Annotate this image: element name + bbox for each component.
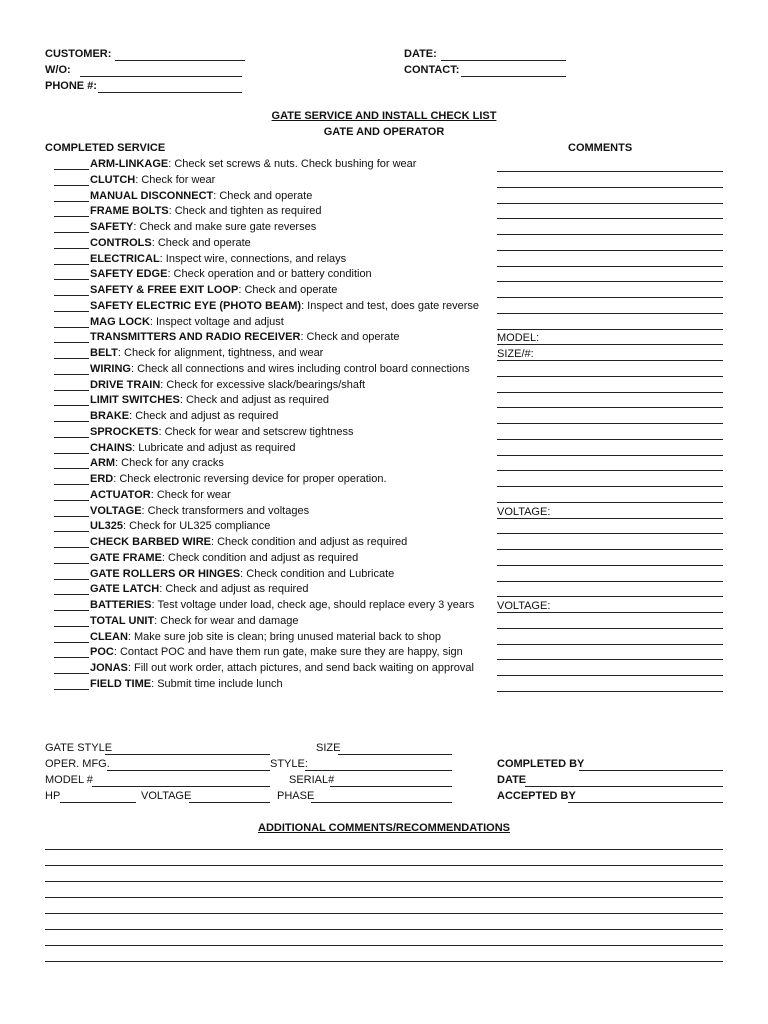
comment-line[interactable]	[497, 659, 723, 660]
item-name: ARM	[90, 457, 116, 470]
checklist-item	[54, 205, 322, 219]
comment-field-label: SIZE/#:	[497, 348, 534, 360]
item-name: BELT	[90, 347, 118, 359]
serial-field[interactable]	[330, 786, 452, 787]
checkbox-blank[interactable]	[54, 269, 89, 280]
checklist-item	[54, 331, 400, 345]
comment-line[interactable]	[497, 470, 723, 471]
customer-field[interactable]	[115, 60, 245, 61]
checkbox-blank[interactable]	[54, 584, 89, 595]
item-description: : Check all connections and wires including control board connections	[130, 362, 470, 375]
item-name: GATE FRAME	[90, 551, 162, 564]
comment-line[interactable]	[497, 439, 723, 440]
comment-line[interactable]	[497, 250, 723, 251]
comment-line[interactable]	[497, 533, 723, 534]
item-description: : Inspect voltage and adjust	[149, 315, 284, 328]
checkbox-blank[interactable]	[54, 553, 89, 564]
checklist-item	[54, 347, 323, 361]
checkbox-blank[interactable]	[54, 474, 89, 485]
style-label: STYLE:	[270, 758, 308, 770]
comment-field-label: VOLTAGE:	[497, 600, 551, 612]
item-description: : Check for alignment, tightness, and wear	[117, 347, 324, 359]
model-label: MODEL #	[45, 774, 93, 786]
item-name: LIMIT SWITCHES	[90, 394, 180, 407]
checkbox-blank[interactable]	[54, 506, 89, 517]
footer-date-field[interactable]	[525, 786, 723, 787]
checkbox-blank[interactable]	[54, 285, 89, 296]
accepted-by-field[interactable]	[568, 802, 723, 803]
item-name: CLEAN	[90, 630, 128, 643]
checkbox-blank[interactable]	[54, 537, 89, 548]
checklist-item	[54, 158, 416, 172]
comment-line[interactable]	[497, 203, 723, 204]
item-name: ERD	[90, 473, 114, 485]
item-description: : Check for wear and damage	[154, 614, 299, 627]
item-name: TRANSMITTERS AND RADIO RECEIVER	[90, 331, 301, 344]
customer-label: CUSTOMER:	[45, 48, 112, 60]
checklist-item	[54, 410, 278, 424]
item-description: : Check for any cracks	[115, 457, 224, 470]
comment-line[interactable]	[497, 596, 723, 597]
serial-label: SERIAL#	[289, 774, 335, 786]
item-name: VOLTAGE	[90, 504, 142, 517]
comment-line[interactable]	[497, 691, 723, 692]
item-name: TOTAL UNIT	[90, 614, 155, 627]
comment-line[interactable]	[497, 392, 723, 393]
phase-label: PHASE	[277, 790, 315, 802]
checklist-item	[54, 457, 224, 471]
item-name: GATE ROLLERS OR HINGES	[90, 567, 241, 580]
item-name: CHECK BARBED WIRE	[90, 536, 211, 548]
comment-line[interactable]	[497, 187, 723, 188]
checkbox-blank[interactable]	[54, 159, 89, 170]
checklist-item	[54, 583, 308, 597]
checkbox-blank[interactable]	[54, 348, 89, 359]
checklist-item	[54, 237, 251, 251]
comment-line[interactable]	[497, 423, 723, 424]
checklist-item	[54, 253, 346, 267]
wo-label: W/O:	[45, 64, 71, 76]
comment-line[interactable]	[497, 171, 723, 172]
comment-line[interactable]	[497, 612, 723, 613]
accepted-by-label: ACCEPTED BY	[497, 790, 576, 802]
checklist-item	[54, 363, 470, 377]
checklist-item	[54, 379, 365, 393]
item-name: SAFETY & FREE EXIT LOOP	[90, 284, 239, 296]
checkbox-blank[interactable]	[54, 443, 89, 454]
checkbox-blank[interactable]	[54, 301, 89, 312]
additional-comments-title: ADDITIONAL COMMENTS/RECOMMENDATIONS	[258, 822, 510, 834]
item-description: : Submit time include lunch	[151, 677, 283, 690]
checkbox-blank[interactable]	[54, 632, 89, 643]
checklist-item	[54, 505, 309, 519]
comment-line[interactable]	[497, 329, 723, 330]
item-description: : Make sure job site is clean; bring unused material back to shop	[127, 630, 441, 643]
item-description: : Check electronic reversing device for proper operation.	[113, 473, 387, 485]
checklist-item	[54, 662, 474, 676]
comment-line[interactable]	[497, 549, 723, 550]
checkbox-blank[interactable]	[54, 191, 89, 202]
additional-comment-line[interactable]	[45, 849, 723, 850]
checkbox-blank[interactable]	[54, 206, 89, 217]
item-name: BATTERIES	[90, 599, 152, 611]
comment-field-label: MODEL:	[497, 332, 540, 345]
checklist-item	[54, 536, 407, 550]
additional-comment-line[interactable]	[45, 881, 723, 882]
checkbox-blank[interactable]	[54, 317, 89, 328]
checkbox-blank[interactable]	[54, 663, 89, 674]
item-description: : Contact POC and have them run gate, make sure they are happy, sign	[113, 646, 463, 659]
page-title: GATE SERVICE AND INSTALL CHECK LIST	[271, 110, 497, 122]
item-description: : Check and adjust as required	[159, 583, 309, 596]
checkbox-blank[interactable]	[54, 222, 89, 233]
date-field[interactable]	[441, 60, 566, 61]
item-description: : Check and adjust as required	[129, 410, 279, 422]
completed-by-label: COMPLETED BY	[497, 758, 585, 770]
comment-line[interactable]	[497, 581, 723, 582]
checkbox-blank[interactable]	[54, 395, 89, 406]
style-field[interactable]	[305, 770, 452, 771]
item-description: : Test voltage under load, check age, should replace every 3 years	[151, 599, 475, 611]
checkbox-blank[interactable]	[54, 458, 89, 469]
item-description: : Check and adjust as required	[179, 394, 330, 407]
phone-field[interactable]	[98, 92, 242, 93]
checklist-item	[54, 268, 372, 282]
oper-mfg-field[interactable]	[107, 770, 270, 771]
comment-line[interactable]	[497, 281, 723, 282]
checklist-item	[54, 615, 298, 629]
item-name: SAFETY ELECTRIC EYE (PHOTO BEAM)	[90, 299, 302, 312]
comment-line[interactable]	[497, 486, 723, 487]
checkbox-blank[interactable]	[54, 521, 89, 532]
contact-label: CONTACT:	[404, 64, 460, 76]
item-name: WIRING	[90, 362, 131, 375]
comment-line[interactable]	[497, 234, 723, 235]
comment-line[interactable]	[497, 360, 723, 361]
item-description: : Check and tighten as required	[168, 205, 322, 218]
checkbox-blank[interactable]	[54, 569, 89, 580]
gate-style-label: GATE STYLE	[45, 742, 113, 754]
checkbox-blank[interactable]	[54, 679, 89, 690]
item-name: FIELD TIME	[90, 677, 152, 690]
checklist-item	[54, 300, 479, 314]
size-field[interactable]	[338, 754, 452, 755]
comment-line[interactable]	[497, 518, 723, 519]
hp-field[interactable]	[60, 802, 136, 803]
checkbox-blank[interactable]	[54, 175, 89, 186]
checkbox-blank[interactable]	[54, 238, 89, 249]
additional-comment-line[interactable]	[45, 961, 723, 962]
item-description: : Check for wear	[135, 173, 216, 186]
item-name: CONTROLS	[90, 236, 152, 249]
item-description: : Inspect wire, connections, and relays	[159, 252, 347, 265]
checklist-item	[54, 316, 284, 330]
comment-line[interactable]	[497, 628, 723, 629]
item-name: MANUAL DISCONNECT	[90, 189, 214, 202]
voltage-field[interactable]	[189, 802, 270, 803]
checkbox-blank[interactable]	[54, 364, 89, 375]
item-name: DRIVE TRAIN	[90, 378, 161, 391]
item-name: ACTUATOR	[90, 488, 151, 501]
checklist-item	[54, 174, 215, 188]
comment-line[interactable]	[497, 266, 723, 267]
checkbox-blank[interactable]	[54, 490, 89, 501]
item-name: BRAKE	[90, 410, 130, 422]
item-description: : Check for excessive slack/bearings/shaft	[160, 378, 366, 391]
contact-field[interactable]	[461, 76, 566, 77]
item-description: : Lubricate and adjust as required	[132, 441, 296, 454]
oper-mfg-label: OPER. MFG.	[45, 758, 110, 770]
model-field[interactable]	[92, 786, 270, 787]
additional-comment-line[interactable]	[45, 929, 723, 930]
item-description: : Inspect and test, does gate reverse	[301, 299, 480, 312]
comment-line[interactable]	[497, 218, 723, 219]
item-name: CLUTCH	[90, 173, 136, 186]
checkbox-blank[interactable]	[54, 380, 89, 391]
checklist-item	[54, 221, 316, 235]
additional-comment-line[interactable]	[45, 945, 723, 946]
item-description: : Check and operate	[151, 236, 251, 249]
checklist-item	[54, 568, 394, 582]
checklist-item	[54, 489, 231, 503]
phase-field[interactable]	[311, 802, 452, 803]
item-description: : Check for wear	[150, 488, 231, 501]
item-description: : Check for UL325 compliance	[123, 520, 271, 533]
item-name: SAFETY EDGE	[90, 268, 168, 281]
item-description: : Check operation and or battery condition	[167, 268, 372, 281]
item-name: UL325	[90, 520, 124, 533]
item-name: JONAS	[90, 662, 128, 674]
comment-line[interactable]	[497, 644, 723, 645]
date-label: DATE:	[404, 48, 437, 60]
completed-by-field[interactable]	[579, 770, 723, 771]
gate-style-field[interactable]	[105, 754, 270, 755]
item-name: CHAINS	[90, 441, 133, 454]
checkbox-blank[interactable]	[54, 254, 89, 265]
footer-date-label: DATE	[497, 774, 527, 786]
voltage-label: VOLTAGE	[141, 790, 192, 802]
size-label: SIZE	[316, 742, 341, 754]
checkbox-blank[interactable]	[54, 427, 89, 438]
checklist-item	[54, 646, 463, 660]
item-description: : Check condition and Lubricate	[240, 567, 395, 580]
comment-line[interactable]	[497, 407, 723, 408]
comment-line[interactable]	[497, 376, 723, 377]
checklist-item	[54, 520, 270, 534]
item-description: : Check and operate	[238, 284, 338, 296]
checklist-item	[54, 552, 358, 566]
item-description: : Check and operate	[213, 189, 313, 202]
completed-service-label: COMPLETED SERVICE	[45, 142, 166, 154]
item-description: : Fill out work order, attach pictures, and send back waiting on approval	[127, 662, 474, 674]
comment-line[interactable]	[497, 297, 723, 298]
checklist-item	[54, 394, 329, 408]
comment-line[interactable]	[497, 344, 723, 345]
additional-comment-line[interactable]	[45, 897, 723, 898]
checklist-item	[54, 599, 474, 613]
wo-field[interactable]	[80, 76, 242, 77]
checklist-item	[54, 442, 295, 456]
item-description: : Check set screws & nuts. Check bushing for wear	[168, 158, 417, 170]
checkbox-blank[interactable]	[54, 600, 89, 611]
item-name: FRAME BOLTS	[90, 205, 169, 218]
checkbox-blank[interactable]	[54, 616, 89, 627]
item-name: GATE LATCH	[90, 583, 160, 596]
item-description: : Check condition and adjust as required	[161, 551, 359, 564]
phone-label: PHONE #:	[45, 80, 97, 92]
checkbox-blank[interactable]	[54, 411, 89, 422]
item-name: ELECTRICAL	[90, 252, 160, 265]
checklist-item	[54, 473, 387, 487]
item-description: : Check transformers and voltages	[141, 504, 310, 517]
comment-line[interactable]	[497, 565, 723, 566]
item-name: ARM-LINKAGE	[90, 158, 169, 170]
page-subtitle: GATE AND OPERATOR	[323, 126, 445, 138]
item-description: : Check and operate	[300, 331, 400, 344]
item-description: : Check and make sure gate reverses	[133, 221, 317, 233]
comment-line[interactable]	[497, 675, 723, 676]
checklist-item	[54, 190, 312, 204]
comments-label: COMMENTS	[568, 142, 633, 154]
item-description: : Check condition and adjust as required	[211, 536, 408, 548]
item-description: : Check for wear and setscrew tightness	[158, 425, 354, 438]
item-name: SAFETY	[90, 221, 134, 233]
checklist-item	[54, 426, 354, 440]
hp-label: HP	[45, 790, 61, 802]
additional-comment-line[interactable]	[45, 865, 723, 866]
checklist-item	[54, 631, 441, 645]
comment-line[interactable]	[497, 455, 723, 456]
additional-comment-line[interactable]	[45, 913, 723, 914]
checklist-item	[54, 284, 337, 298]
checkbox-blank[interactable]	[54, 647, 89, 658]
checkbox-blank[interactable]	[54, 332, 89, 343]
item-name: SPROCKETS	[90, 425, 159, 438]
item-name: POC	[90, 646, 114, 659]
comment-line[interactable]	[497, 313, 723, 314]
item-name: MAG LOCK	[90, 315, 150, 328]
checklist-item	[54, 678, 283, 692]
comment-field-label: VOLTAGE:	[497, 505, 551, 518]
comment-line[interactable]	[497, 502, 723, 503]
